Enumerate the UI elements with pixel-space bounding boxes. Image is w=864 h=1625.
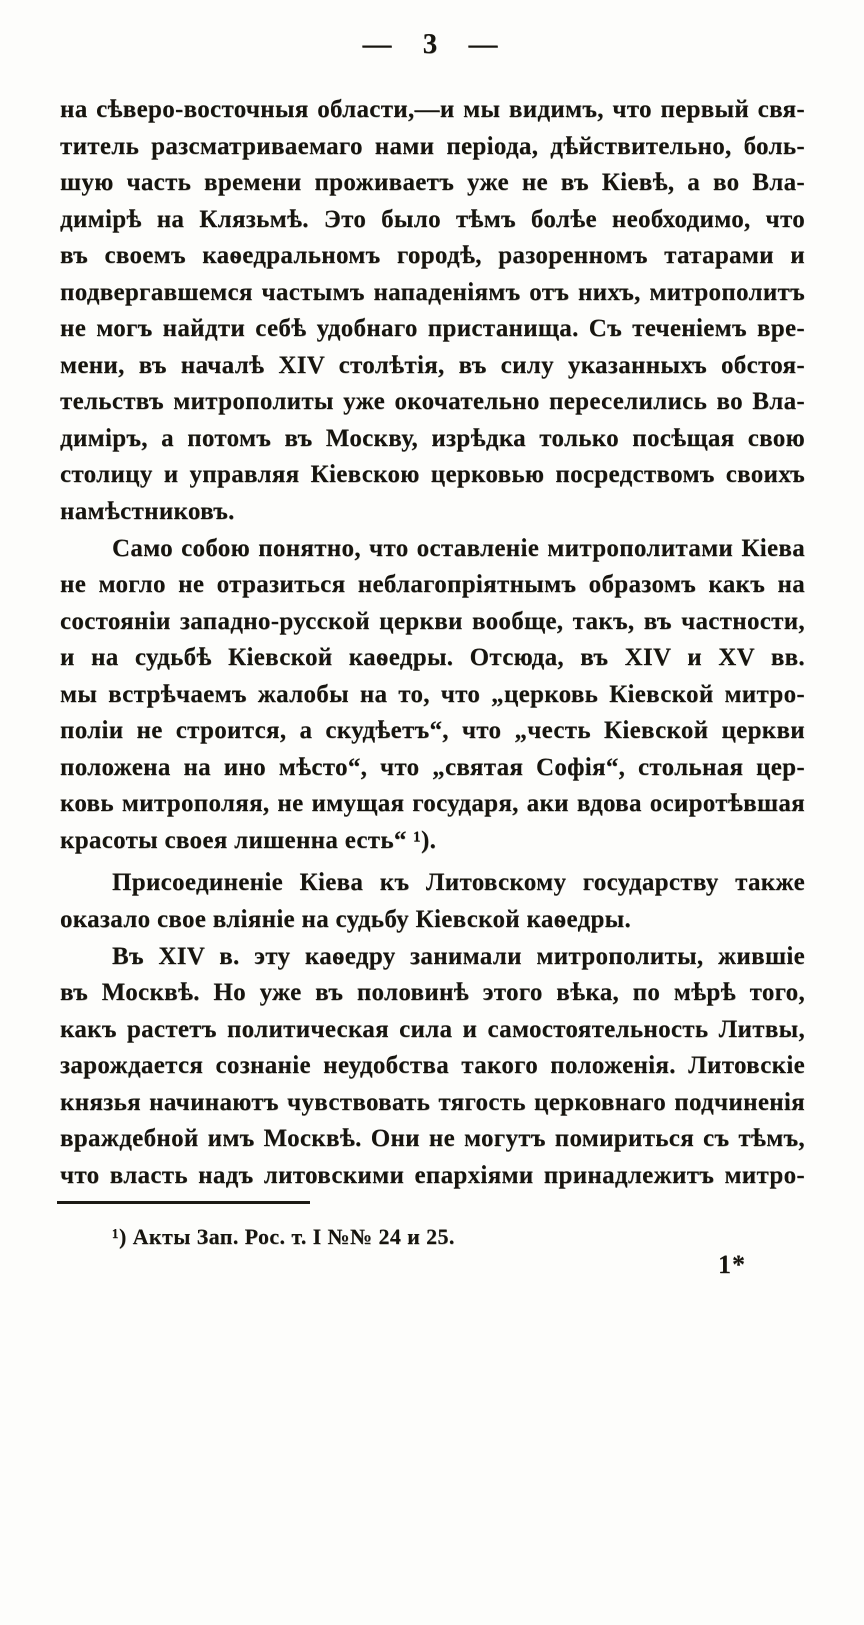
text-line: Въ XIV в. эту каѳедру занимали митрополиты, жившіе: [112, 942, 805, 970]
text-line: шую часть времени проживаетъ уже не въ Кіевѣ, а во Вла-: [60, 169, 805, 197]
text-line: намѣстниковъ.: [60, 498, 235, 526]
text-line: что власть надъ литовскими епархіями принадлежитъ митро-: [60, 1161, 805, 1189]
text-line: диміръ, а потомъ въ Москву, изрѣдка только посѣщая свою: [60, 424, 805, 452]
text-line: столицу и управляя Кіевскою церковью посредствомъ своихъ: [60, 461, 805, 489]
text-line: поліи не строится, а скудѣетъ“, что „честь Кіевской церкви: [60, 717, 805, 745]
paragraph-3: [60, 865, 805, 938]
text-line: въ своемъ каѳедральномъ городѣ, разоренномъ татарами и: [60, 242, 805, 270]
text-line: положена на ино мѣсто“, что „святая Софія“, стольная цер-: [60, 753, 805, 781]
text-line: въ Москвѣ. Но уже въ половинѣ этого вѣка, по мѣрѣ того,: [60, 979, 805, 1007]
paragraph-1: [60, 92, 805, 531]
text-line: зарождается сознаніе неудобства такого положенія. Литовскіе: [60, 1052, 805, 1080]
text-line: Само собою понятно, что оставленіе митрополитами Кіева: [112, 534, 805, 562]
text-line: и на судьбѣ Кіевской каѳедры. Отсюда, въ XIV и XV вв.: [60, 644, 805, 672]
paragraph-4: [60, 939, 805, 1195]
text-line: на сѣверо-восточныя области,—и мы видимъ, что первый свя-: [60, 96, 805, 123]
text-line: мы встрѣчаемъ жалобы на то, что „церковь Кіевской митро-: [60, 680, 805, 708]
text-line: не могло не отразиться неблагопріятнымъ образомъ какъ на: [60, 571, 805, 599]
text-line: не могъ найдти себѣ удобнаго пристанища. Съ теченіемъ вре-: [60, 315, 805, 343]
text-line: титель разсматриваемаго нами періода, дѣйствительно, боль-: [60, 132, 805, 160]
text-line: ковь митрополяя, не имущая государя, аки вдова осиротѣвшая: [60, 790, 805, 818]
footnote-separator-rule: [57, 1201, 310, 1204]
paragraph-2: [60, 531, 805, 860]
text-line: мени, въ началѣ XIV столѣтія, въ силу указанныхъ обстоя-: [60, 351, 805, 379]
text-line: димірѣ на Клязьмѣ. Это было тѣмъ болѣе необходимо, что: [60, 205, 805, 233]
footnote: ¹) Акты Зап. Рос. т. I №№ 24 и 25.: [112, 1224, 455, 1249]
page-text: [60, 92, 805, 1194]
text-line: Присоединеніе Кіева къ Литовскому государству также: [112, 869, 805, 897]
text-line: красоты своея лишенна есть“ ¹).: [60, 826, 437, 854]
text-line: враждебной имъ Москвѣ. Они не могутъ помириться съ тѣмъ,: [60, 1125, 805, 1153]
text-line: князья начинаютъ чувствовать тягость церковнаго подчиненія: [60, 1088, 805, 1116]
text-line: состояніи западно-русской церкви вообще, такъ, въ частности,: [60, 607, 805, 635]
page-number: — 3 —: [362, 28, 502, 60]
text-line: подвергавшемся частымъ нападеніямъ отъ нихъ, митрополитъ: [60, 278, 805, 306]
signature-mark: 1*: [718, 1250, 746, 1279]
text-line: оказало свое вліяніе на судьбу Кіевской каѳедры.: [60, 906, 632, 934]
text-line: тельствъ митрополиты уже окочательно переселились во Вла-: [60, 388, 805, 416]
text-line: какъ растетъ политическая сила и самостоятельность Литвы,: [60, 1015, 805, 1043]
